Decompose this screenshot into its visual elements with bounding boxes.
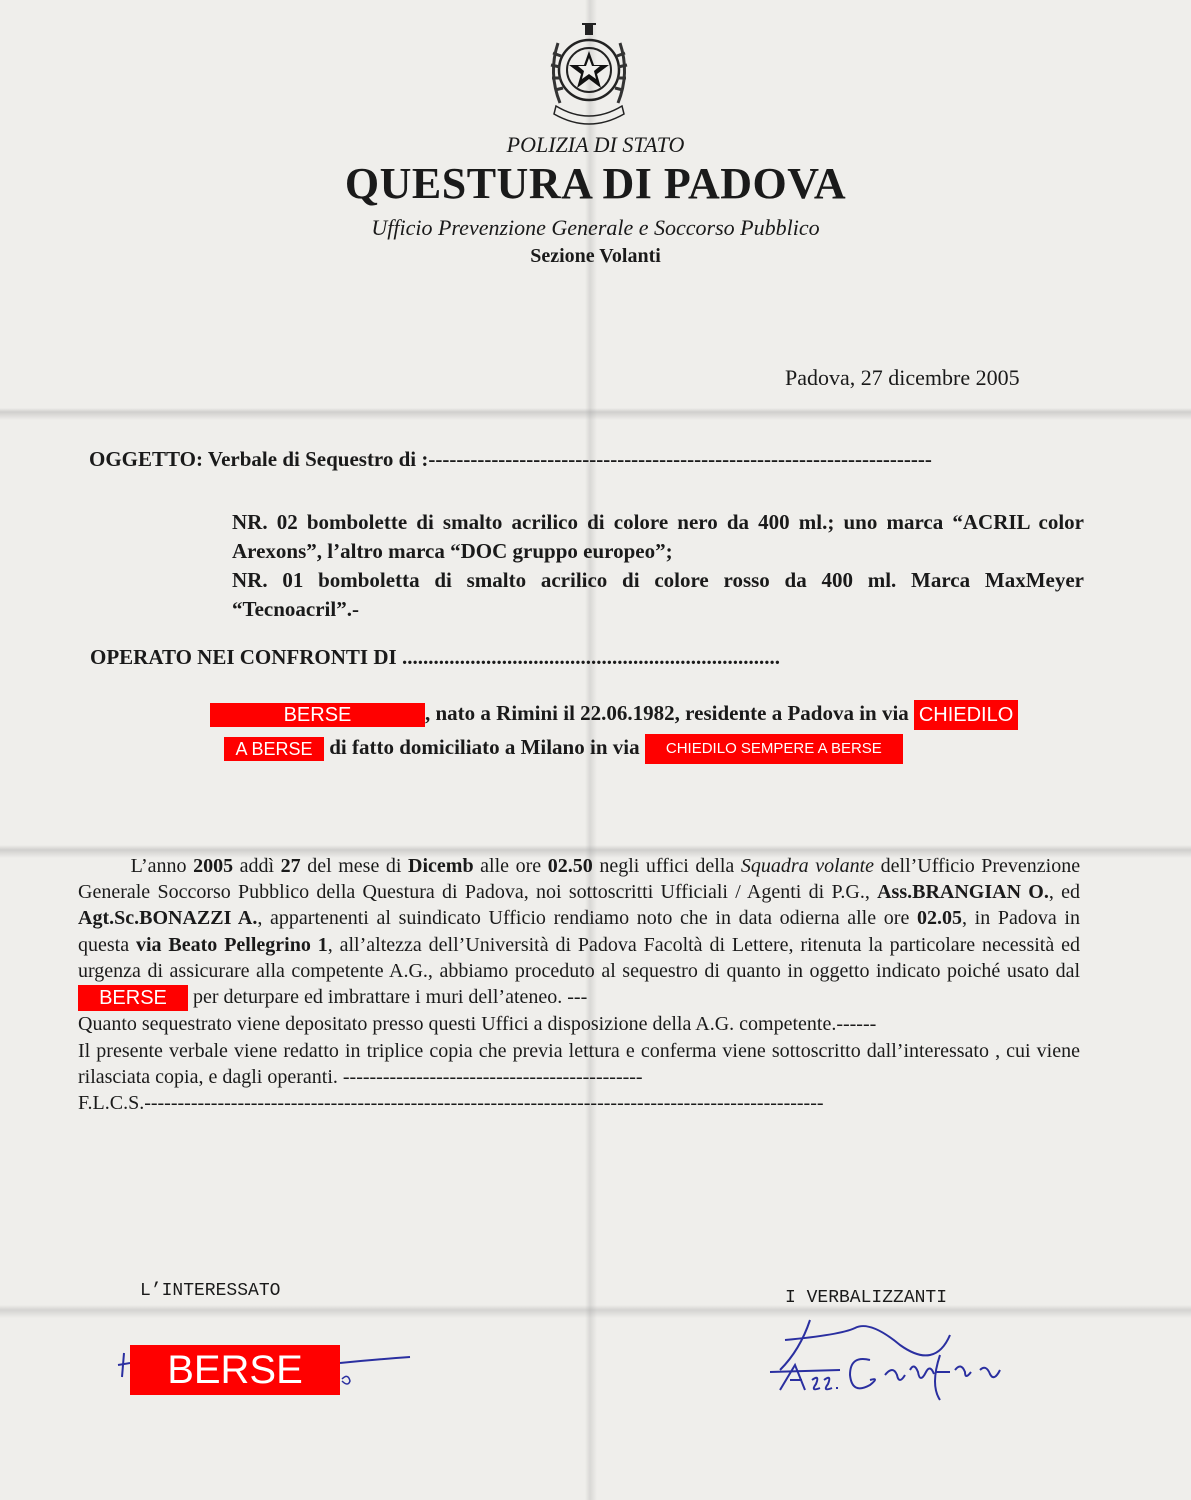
verbalizzanti-label: I VERBALIZZANTI [785,1288,948,1308]
seized-item: NR. 02 bombolette di smalto acrilico di colore nero da 400 ml.; uno marca “ACRIL color Arexons”, l’altro marca “DOC gruppo europeo”; [232,510,1084,563]
body-name-redaction: BERSE [78,985,188,1011]
milano-via-redaction: CHIEDILO SEMPERE A BERSE [645,734,903,764]
via-redaction-continued: A BERSE [224,737,324,761]
verbale-paragraph: Quanto sequestrato viene depositato presso questi Uffici a disposizione della A.G. competente.------ [78,1013,877,1036]
subject-line-1 [210,700,1018,730]
document-date: Padova, 27 dicembre 2005 [785,365,1020,390]
verbalizzanti-signature-icon [760,1310,1060,1420]
seized-item: NR. 01 bomboletta di smalto acrilico di colore rosso da 400 ml. Marca MaxMeyer “Tecnoacril”.- [232,568,1084,621]
questura-title: QUESTURA DI PADOVA [344,159,847,208]
oggetto-line [89,447,932,472]
name-redaction: BERSE [210,703,425,727]
seized-items [232,508,1084,624]
corps-heading: POLIZIA DI STATO [506,132,685,157]
ufficio-subtitle: Ufficio Prevenzione Generale e Soccorso Pubblico [371,215,820,240]
operato-label: OPERATO NEI CONFRONTI DI [90,645,397,669]
oggetto-label: OGGETTO: [89,447,203,471]
subject-line-2 [224,734,903,764]
interessato-label: L’INTERESSATO [140,1281,281,1301]
interessato-redaction: BERSE [130,1345,340,1395]
verbale-paragraph: F.L.C.S.------------------------------------------------------------------------------------------------------ [78,1092,824,1115]
domicile-text: di fatto domiciliato a Milano in via [329,734,640,759]
verbale-paragraph: Il presente verbale viene redatto in triplice copia che previa lettura e conferma viene sottoscritto dall’interessato , cui viene rilasciata copia, e dagli operanti. --------------------------------------------- [78,1039,1080,1088]
oggetto-text: Verbale di Sequestro di :------------------------------------------------------------------------ [207,447,932,471]
verbale-paragraph: L’anno 2005 addì 27 del mese di Dicemb alle ore 02.50 negli uffici della Squadra volante dell’Ufficio Prevenzione Generale Soccorso Pubblico della Questura di Padova, noi sottoscritti Ufficiali / Agenti di P.G., Ass.BRANGIAN O., ed Agt.Sc.BONAZZI A., appartenenti al suindicato Ufficio rendiamo noto che in data odierna alle ore 02.05, in Padova in questa via Beato Pellegrino 1, all’altezza dell’Università di Padova Facoltà di Lettere, ritenuta la particolare necessità ed urgenza di assicurare alla competente A.G., abbiamo proceduto al sequestro di quanto in oggetto indicato poiché usato dal BERSE per deturpare ed imbrattare i muri dell’ateneo. --- [78,855,1081,1010]
operato-line [90,645,780,670]
operato-dots: ........................................................................ [401,645,780,669]
subject-birth-text: , nato a Rimini il 22.06.1982, residente a Padova in via [425,700,909,725]
verbale-body [78,853,1080,1116]
sezione-label: Sezione Volanti [530,245,661,267]
emblem-icon [538,18,640,130]
via-redaction: CHIEDILO [914,700,1018,730]
